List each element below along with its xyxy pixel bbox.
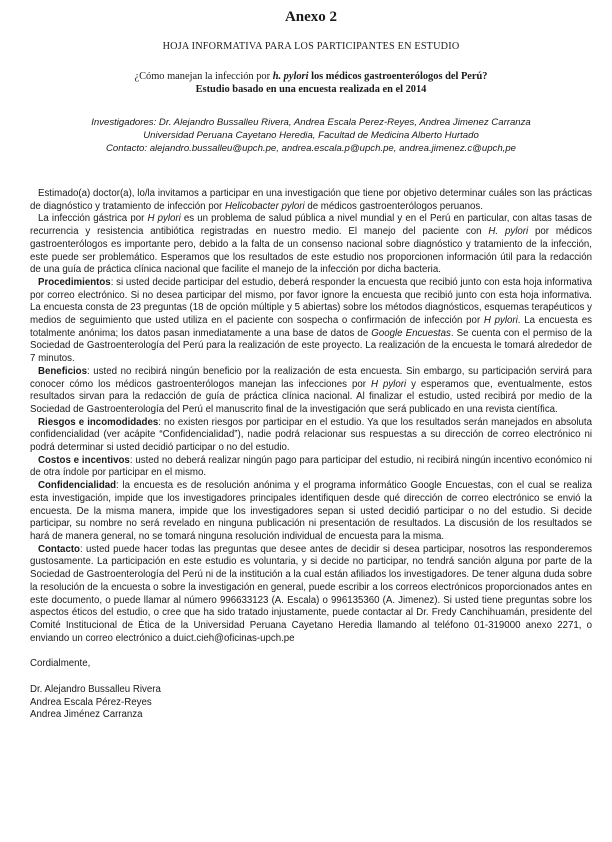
intro-text-a: Estimado(a) doctor(a), lo/la invitamos a participar en una investigación que tiene por objetivo determinar cuáles son las prácticas de diagnóstico y tratamiento de infección por	[30, 188, 592, 212]
confidentiality-text: : la encuesta es de resolución anónima y el programa informático Google Encuestas, con el cual se realiza esta investigación, impide que los investigadores principales identifiquen desde qué dirección de correo electrónico se envió la encuesta. De la misma manera, impide que los investigadores sepan si usted decidió participar o no del estudio. Si decide participar, su nombre no será revelado en ninguna publicación ni presentación de resultados. La discusión de los resultados se hará de manera general, no se tomará ninguna resolución individual de encuesta para la misma.	[30, 480, 592, 542]
signatory-3: Andrea Jiménez Carranza	[30, 709, 143, 721]
risks-text: : no existen riesgos por participar en el estudio. Ya que los resultados serán manejados en absoluta confidencialidad (ver acápite “Confidencialidad”), nadie podrá relacionar sus respuestas a su dirección de correo electrónico ni podrá determinar si usted decidió participar o no del estudio.	[30, 416, 592, 454]
study-title-suffix: los médicos gastroenterólogos del Perú?	[308, 71, 488, 82]
study-title-species: h. pylori	[272, 71, 309, 82]
costs-text: : usted no deberá realizar ningún pago para participar del estudio, ni recibirá ningún incentivo económico ni de otra índole por participar en el mismo.	[30, 454, 592, 479]
study-title-prefix: ¿Cómo manejan la infección por	[134, 71, 273, 82]
signatory-1: Dr. Alejandro Bussalleu Rivera	[30, 684, 161, 696]
benefits-heading: Beneficios	[38, 365, 87, 377]
costs-paragraph	[30, 455, 592, 480]
information-sheet-title: HOJA INFORMATIVA PARA LOS PARTICIPANTES EN ESTUDIO	[162, 41, 460, 52]
benefits-text-a: : usted no recibirá ningún beneficio por la realización de esta encuesta. Sin embargo, su participación servirá para conocer cómo los médicos gastroenterólogos manejan las infecciones por	[30, 365, 592, 390]
context-text-e: por médicos gastroenterólogos es importante pero, debido a la falta de un consenso nacional sobre diagnóstico y tratamiento de la infección, este puede ser problemático. Esperamos que los resultados de este estudio nos proporcionen información útil para la redacción de una guía de práctica clínica nacional que facilite el manejo de la infección por dicha bacteria.	[30, 226, 592, 276]
confidentiality-paragraph	[30, 480, 592, 544]
document-body	[30, 188, 592, 645]
document-page	[30, 8, 592, 722]
contact-paragraph	[30, 544, 592, 646]
study-title	[30, 70, 592, 96]
investigators-institution: Universidad Peruana Cayetano Heredia, Facultad de Medicina Alberto Hurtado	[143, 130, 479, 141]
risks-heading: Riesgos e incomodidades	[38, 416, 159, 428]
investigators-block	[30, 116, 592, 155]
context-text-c: es un problema de salud pública a nivel mundial y en el Perú en particular, con altas tasas de recurrencia y resistencia antibiótica registradas en nuestro medio. El manejo del paciente con	[30, 213, 593, 238]
benefits-paragraph	[30, 366, 592, 417]
closing-block	[30, 658, 592, 722]
context-paragraph	[30, 213, 592, 277]
context-text-species-2: H. pylori	[488, 226, 529, 238]
context-text-a: La infección gástrica por	[38, 213, 148, 225]
procedures-text-a: : si usted decide participar del estudio, deberá responder la encuesta que recibió junto con esta hoja informativa por correo electrónico. Si no desea participar del mismo, por favor ignore la encuesta que recibió junto con esta hoja informativa. La encuesta consta de 23 preguntas (18 de opción múltiple y 5 abiertas) sobre los métodos diagnósticos, esquemas terapéuticos y medios de seguimiento que usted utiliza en el paciente con sospecha o confirmación de infección por	[30, 276, 592, 327]
study-title-line1	[30, 70, 592, 83]
benefits-text-species: H pylori	[370, 378, 407, 390]
investigators-contact: Contacto: alejandro.bussalleu@upch.pe, andrea.escala.p@upch.pe, andrea.jimenez.c@upch,pe	[105, 143, 517, 154]
procedures-heading: Procedimientos	[38, 276, 111, 288]
procedures-paragraph	[30, 277, 592, 366]
study-title-line2: Estudio basado en una encuesta realizada en el 2014	[195, 84, 427, 95]
investigators-names: Investigadores: Dr. Alejandro Bussalleu Rivera, Andrea Escala Perez-Reyes, Andrea Jimenez Carranza	[91, 117, 531, 128]
procedures-text-c: . La encuesta es totalmente anónima; los datos pasan inmediatamente a una base de datos de	[30, 315, 593, 339]
confidentiality-heading: Confidencialidad	[38, 480, 117, 492]
risks-paragraph	[30, 417, 592, 455]
benefits-text-c: y esperamos que, eventualmente, estos resultados sirvan para la redacción de guía de práctica clínica nacional. Al finalizar el estudio, usted recibirá por medio de la Sociedad de Gastroenterología del Perú el manuscrito final de la investigación que será publicado en una revista científica.	[30, 378, 592, 415]
context-text-species-1: H pylori	[147, 213, 181, 225]
procedures-text-google: Google Encuestas	[371, 327, 451, 339]
closing-spacer	[30, 671, 592, 684]
procedures-text-species: H pylori	[483, 315, 518, 327]
procedures-text-e: . Se cuenta con el permiso de la Sociedad de Gastroenterología del Perú para la realización de este proyecto. La realización de la encuesta le tomará alrededor de 7 minutos.	[30, 327, 592, 365]
contact-text: : usted puede hacer todas las preguntas que desee antes de decidir si desea participar, nosotros las responderemos gustosamente. La participación en este estudio es voluntaria, y si decide no participar, no tendrá sanción alguna por parte de la Sociedad de Gastroenterología del Perú ni de la institución a la cual están afiliados los investigadores. De tener alguna duda sobre la resolución de la encuesta o sobre la investigación en general, puede escribir a los correos electrónicos proporcionados antes en este documento, o puede llamar al número 996633123 (A. Escala) o 996135360 (A. Jimenez). Si usted tiene preguntas sobre los aspectos éticos del estudio, o cree que ha sido tratado injustamente, puede contactar al Dr. Fredy Canchihuamán, presidente del Comité Institucional de Ética de la Universidad Peruana Cayetano Heredia llamando al teléfono 01-319000 anexo 2271, o enviando un correo electrónico a duict.cieh@oficinas-upch.pe	[30, 543, 592, 644]
intro-text-species: Helicobacter pylori	[224, 200, 305, 212]
closing-salutation: Cordialmente,	[30, 658, 91, 670]
intro-paragraph	[30, 188, 592, 213]
costs-heading: Costos e incentivos	[38, 454, 130, 466]
annex-title: Anexo 2	[284, 9, 338, 25]
intro-text-c: de médicos gastroenterólogos peruanos.	[304, 200, 483, 212]
contact-heading: Contacto	[38, 543, 80, 555]
signatory-2: Andrea Escala Pérez-Reyes	[30, 696, 152, 708]
